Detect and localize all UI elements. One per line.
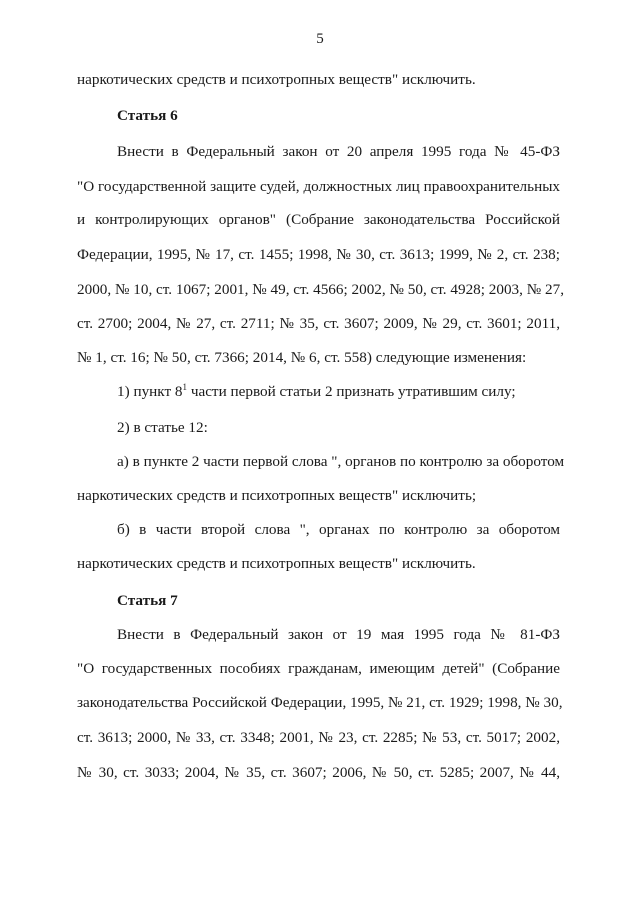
text-line: Федерации, 1995, № 17, ст. 1455; 1998, № 30, ст. 3613; 1999, № 2, ст. 238; <box>77 246 560 263</box>
text-segment: части первой статьи 2 признать утратившим силу; <box>187 383 516 400</box>
text-line: ст. 2700; 2004, № 27, ст. 2711; № 35, ст. 3607; 2009, № 29, ст. 3601; 2011, <box>77 315 560 332</box>
text-line: Внести в Федеральный закон от 19 мая 1995 года № 81-ФЗ <box>117 626 560 643</box>
text-line: б) в части второй слова ", органах по контролю за оборотом <box>117 521 560 538</box>
text-line: ст. 3613; 2000, № 33, ст. 3348; 2001, № 23, ст. 2285; № 53, ст. 5017; 2002, <box>77 729 560 746</box>
superscript: 1 <box>182 382 188 392</box>
text-line: Внести в Федеральный закон от 20 апреля 1995 года № 45-ФЗ <box>117 143 560 160</box>
text-line: "О государственной защите судей, должностных лиц правоохранительных <box>77 178 560 195</box>
page-number: 5 <box>316 31 324 47</box>
text-line: № 30, ст. 3033; 2004, № 35, ст. 3607; 2006, № 50, ст. 5285; 2007, № 44, <box>77 764 560 781</box>
text-line: 2) в статье 12: <box>117 419 208 436</box>
text-line <box>117 383 560 401</box>
text-line: № 1, ст. 16; № 50, ст. 7366; 2014, № 6, ст. 558) следующие изменения: <box>77 349 527 366</box>
article-6-heading: Статья 6 <box>117 107 178 124</box>
text-line: "О государственных пособиях гражданам, имеющим детей" (Собрание <box>77 660 560 677</box>
text-line: а) в пункте 2 части первой слова ", органов по контролю за оборотом <box>117 453 565 470</box>
article-7-heading: Статья 7 <box>117 592 178 609</box>
text-line: законодательства Российской Федерации, 1995, № 21, ст. 1929; 1998, № 30, <box>77 694 563 711</box>
text-line: 2000, № 10, ст. 1067; 2001, № 49, ст. 4566; 2002, № 50, ст. 4928; 2003, № 27, <box>77 281 565 298</box>
text-line: наркотических средств и психотропных веществ" исключить; <box>77 487 477 504</box>
text-line: наркотических средств и психотропных веществ" исключить. <box>77 555 476 572</box>
text-segment: 1) пункт 8 <box>117 383 183 400</box>
text-line: наркотических средств и психотропных веществ" исключить. <box>77 71 476 88</box>
text-line: и контролирующих органов" (Собрание законодательства Российской <box>77 211 560 228</box>
